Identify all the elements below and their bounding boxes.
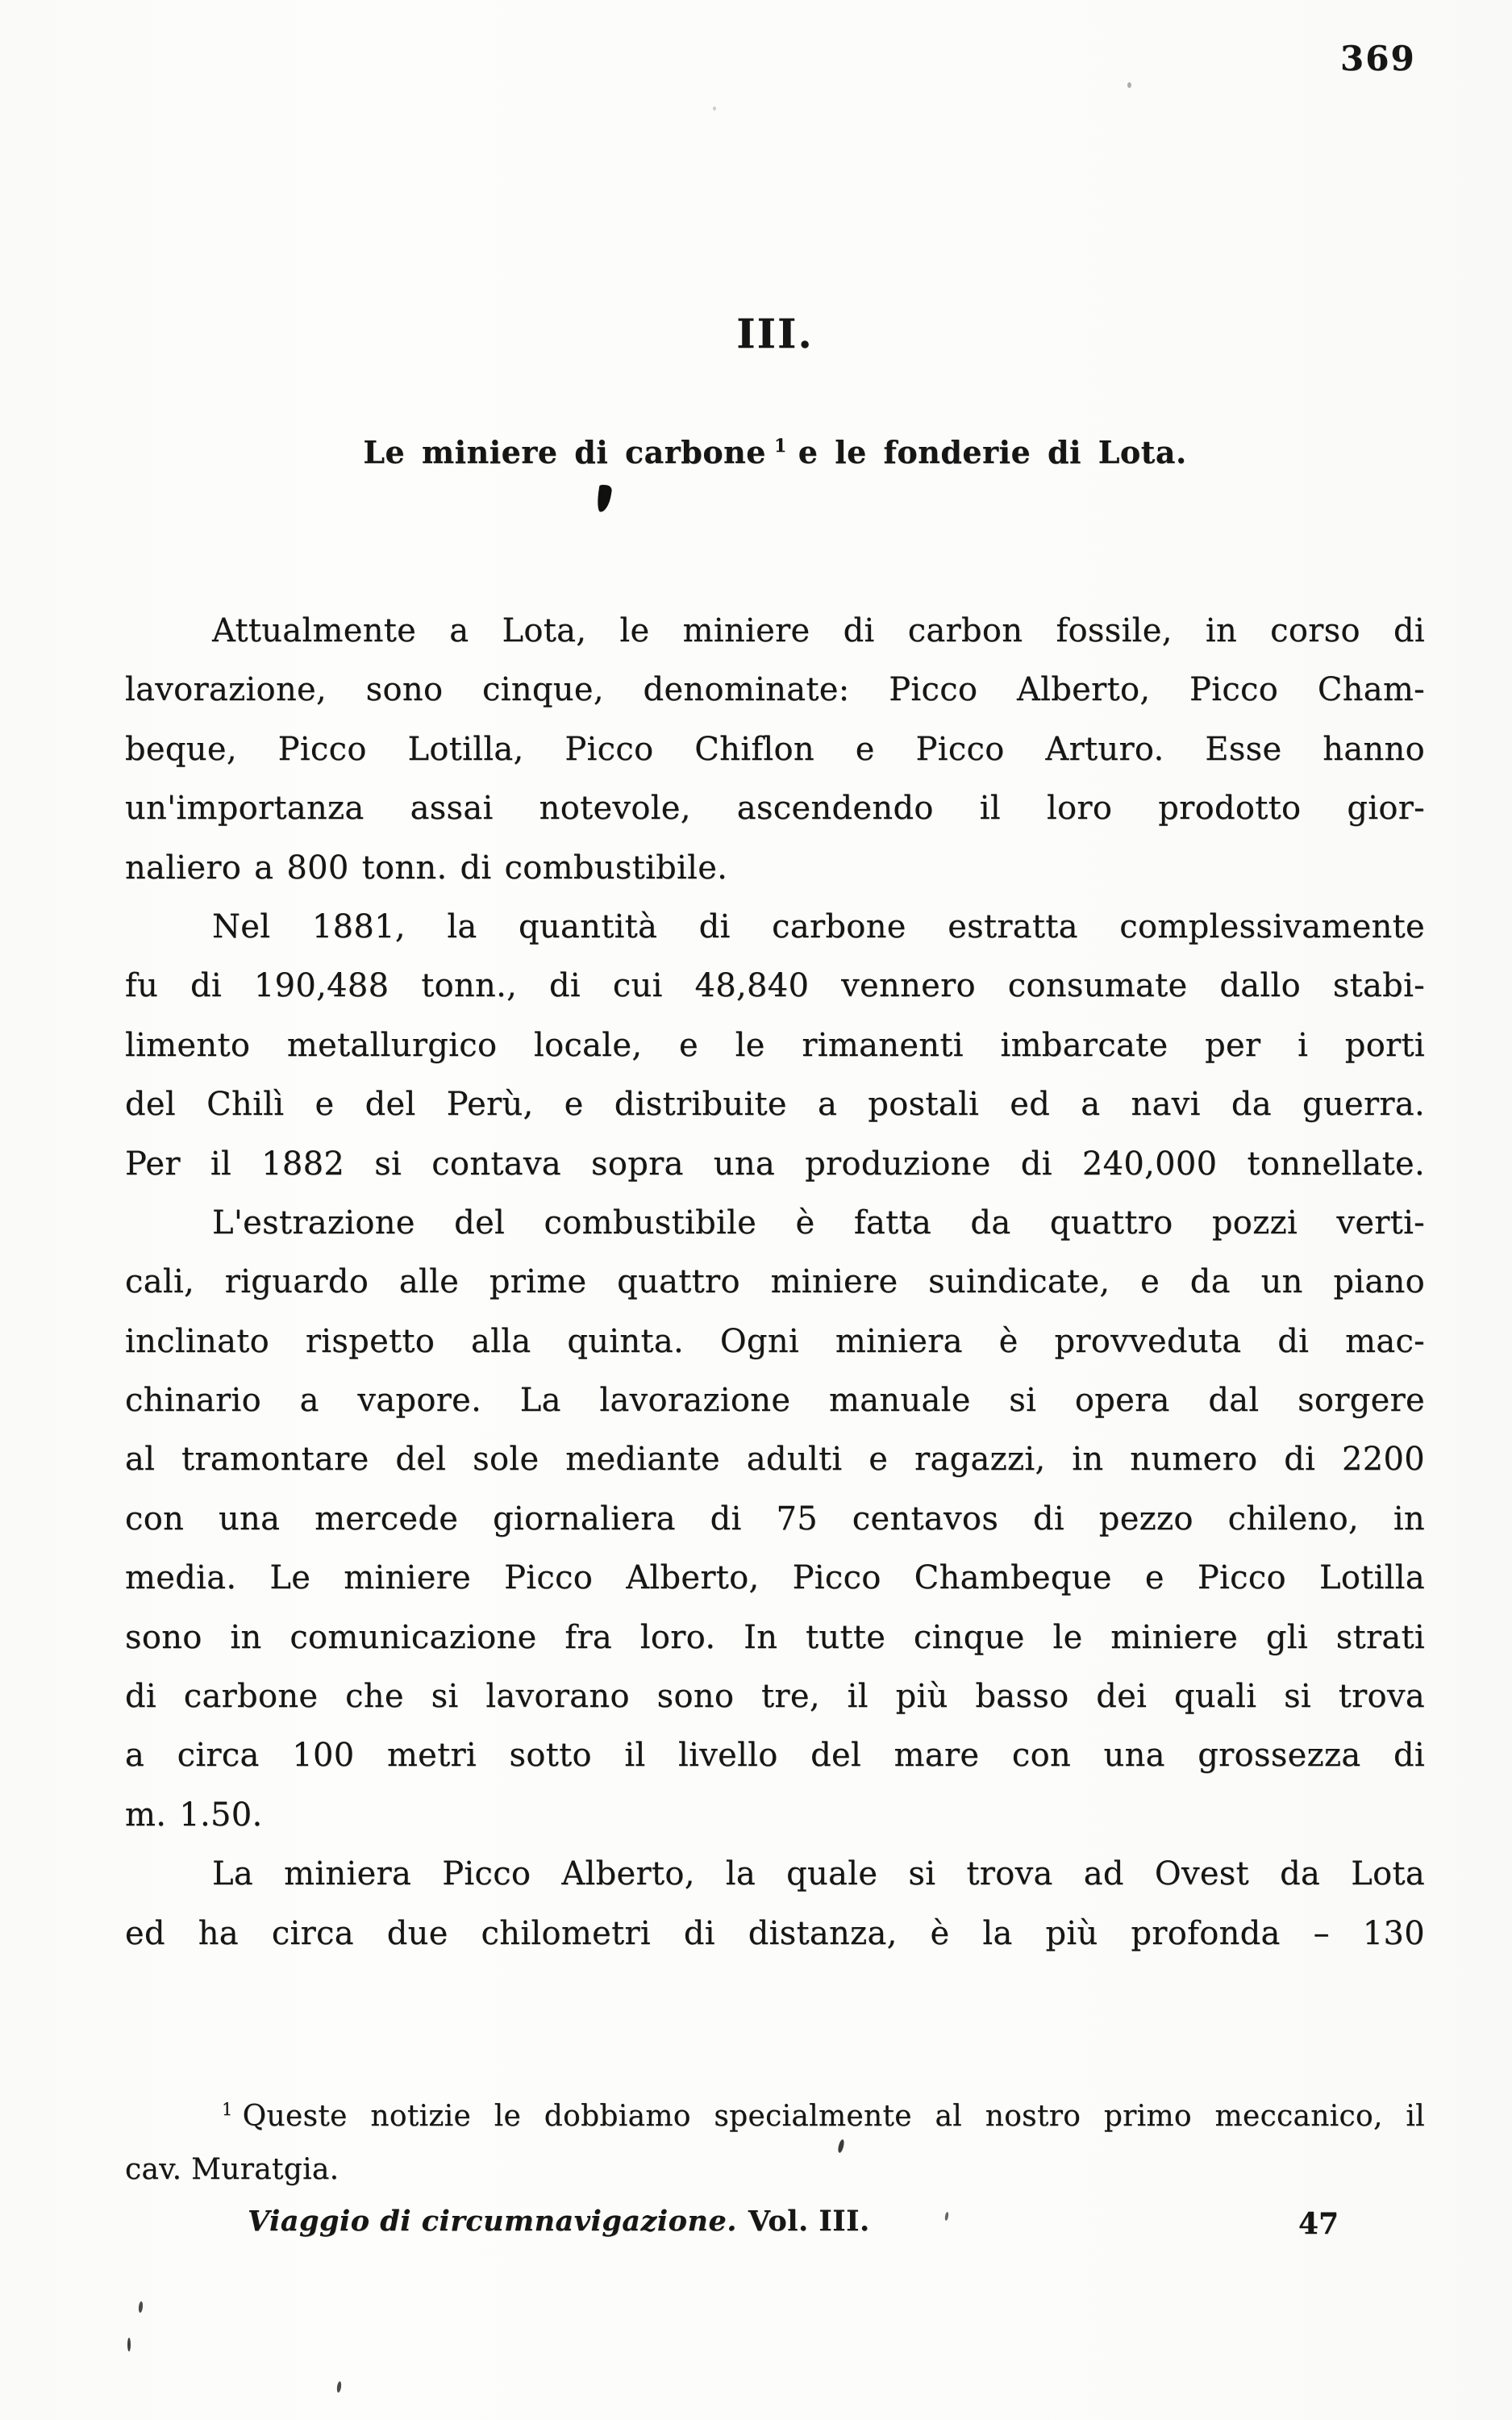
text-line: Attualmente a Lota, le miniere di carbon fossile, in corso di <box>212 612 1425 649</box>
text-line: chinario a vapore. La lavorazione manuale si opera dal sorgere <box>125 1382 1425 1420</box>
scan-speck <box>336 2381 342 2393</box>
text-line: cali, riguardo alle prime quattro miniere suindicate, e da un piano <box>125 1263 1425 1301</box>
body-text <box>125 602 1425 1963</box>
footnote-text: Queste notizie le dobbiamo specialmente al nostro primo meccanico, il <box>242 2100 1425 2133</box>
text-line: a circa 100 metri sotto il livello del mare con una grossezza di <box>125 1737 1425 1775</box>
scan-speck <box>127 2338 131 2351</box>
text-line: limento metallurgico locale, e le rimanenti imbarcate per i porti <box>125 1026 1425 1064</box>
ink-blot-ornament <box>595 484 612 513</box>
text-line: La miniera Picco Alberto, la quale si trova ad Ovest da Lota <box>212 1855 1425 1893</box>
text-line: Nel 1881, la quantità di carbone estratta complessivamente <box>212 908 1425 945</box>
scan-speck <box>138 2301 143 2313</box>
book-title: Viaggio di circumnavigazione. <box>248 2205 737 2238</box>
text-line: con una mercede giornaliera di 75 centavos di pezzo chileno, in <box>125 1500 1425 1538</box>
text-line: inclinato rispetto alla quinta. Ogni miniera è provveduta di mac- <box>125 1322 1425 1360</box>
text-line: L'estrazione del combustibile è fatta da quattro pozzi verti- <box>212 1204 1425 1241</box>
text-line: al tramontare del sole mediante adulti e ragazzi, in numero di 2200 <box>125 1441 1425 1479</box>
volume-label: Vol. III. <box>748 2205 870 2238</box>
scan-speck <box>713 106 716 111</box>
footnote <box>125 2083 1425 2197</box>
signature-number: 47 <box>1298 2207 1339 2241</box>
footnote-marker: 1 <box>222 2100 233 2119</box>
text-line: naliero a 800 tonn. di combustibile. <box>125 849 728 887</box>
page-number: 369 <box>1340 39 1416 78</box>
text-line: m. 1.50. <box>125 1796 263 1834</box>
text-line: fu di 190,488 tonn., di cui 48,840 vennero consumate dallo stabi- <box>125 967 1425 1005</box>
footnote-reference: 1 <box>773 436 787 457</box>
text-line: del Chilì e del Perù, e distribuite a postali ed a navi da guerra. <box>125 1086 1425 1124</box>
text-line: media. Le miniere Picco Alberto, Picco Chambeque e Picco Lotilla <box>125 1559 1425 1597</box>
footnote-line <box>125 2083 1425 2143</box>
chapter-title-text: e le fonderie di Lota. <box>798 434 1187 470</box>
text-line: lavorazione, sono cinque, denominate: Picco Alberto, Picco Cham- <box>125 671 1425 709</box>
scan-speck <box>1127 82 1131 88</box>
text-line: sono in comunicazione fra loro. In tutte cinque le miniere gli strati <box>125 1618 1425 1656</box>
footnote-line: cav. Muratgia. <box>125 2153 339 2186</box>
text-line: Per il 1882 si contava sopra una produzione di 240,000 tonnellate. <box>125 1145 1425 1183</box>
scan-speck <box>944 2212 949 2222</box>
section-number: III. <box>736 310 814 357</box>
text-line: di carbone che si lavorano sono tre, il più basso dei quali si trova <box>125 1678 1425 1716</box>
text-line: ed ha circa due chilometri di distanza, è la più profonda – 130 <box>125 1914 1425 1952</box>
chapter-title <box>125 434 1425 470</box>
text-line: un'importanza assai notevole, ascendendo il loro prodotto gior- <box>125 790 1425 828</box>
running-footer <box>248 2205 870 2238</box>
chapter-title-text: Le miniere di carbone <box>363 434 766 470</box>
text-line: beque, Picco Lotilla, Picco Chiflon e Picco Arturo. Esse hanno <box>125 730 1425 768</box>
